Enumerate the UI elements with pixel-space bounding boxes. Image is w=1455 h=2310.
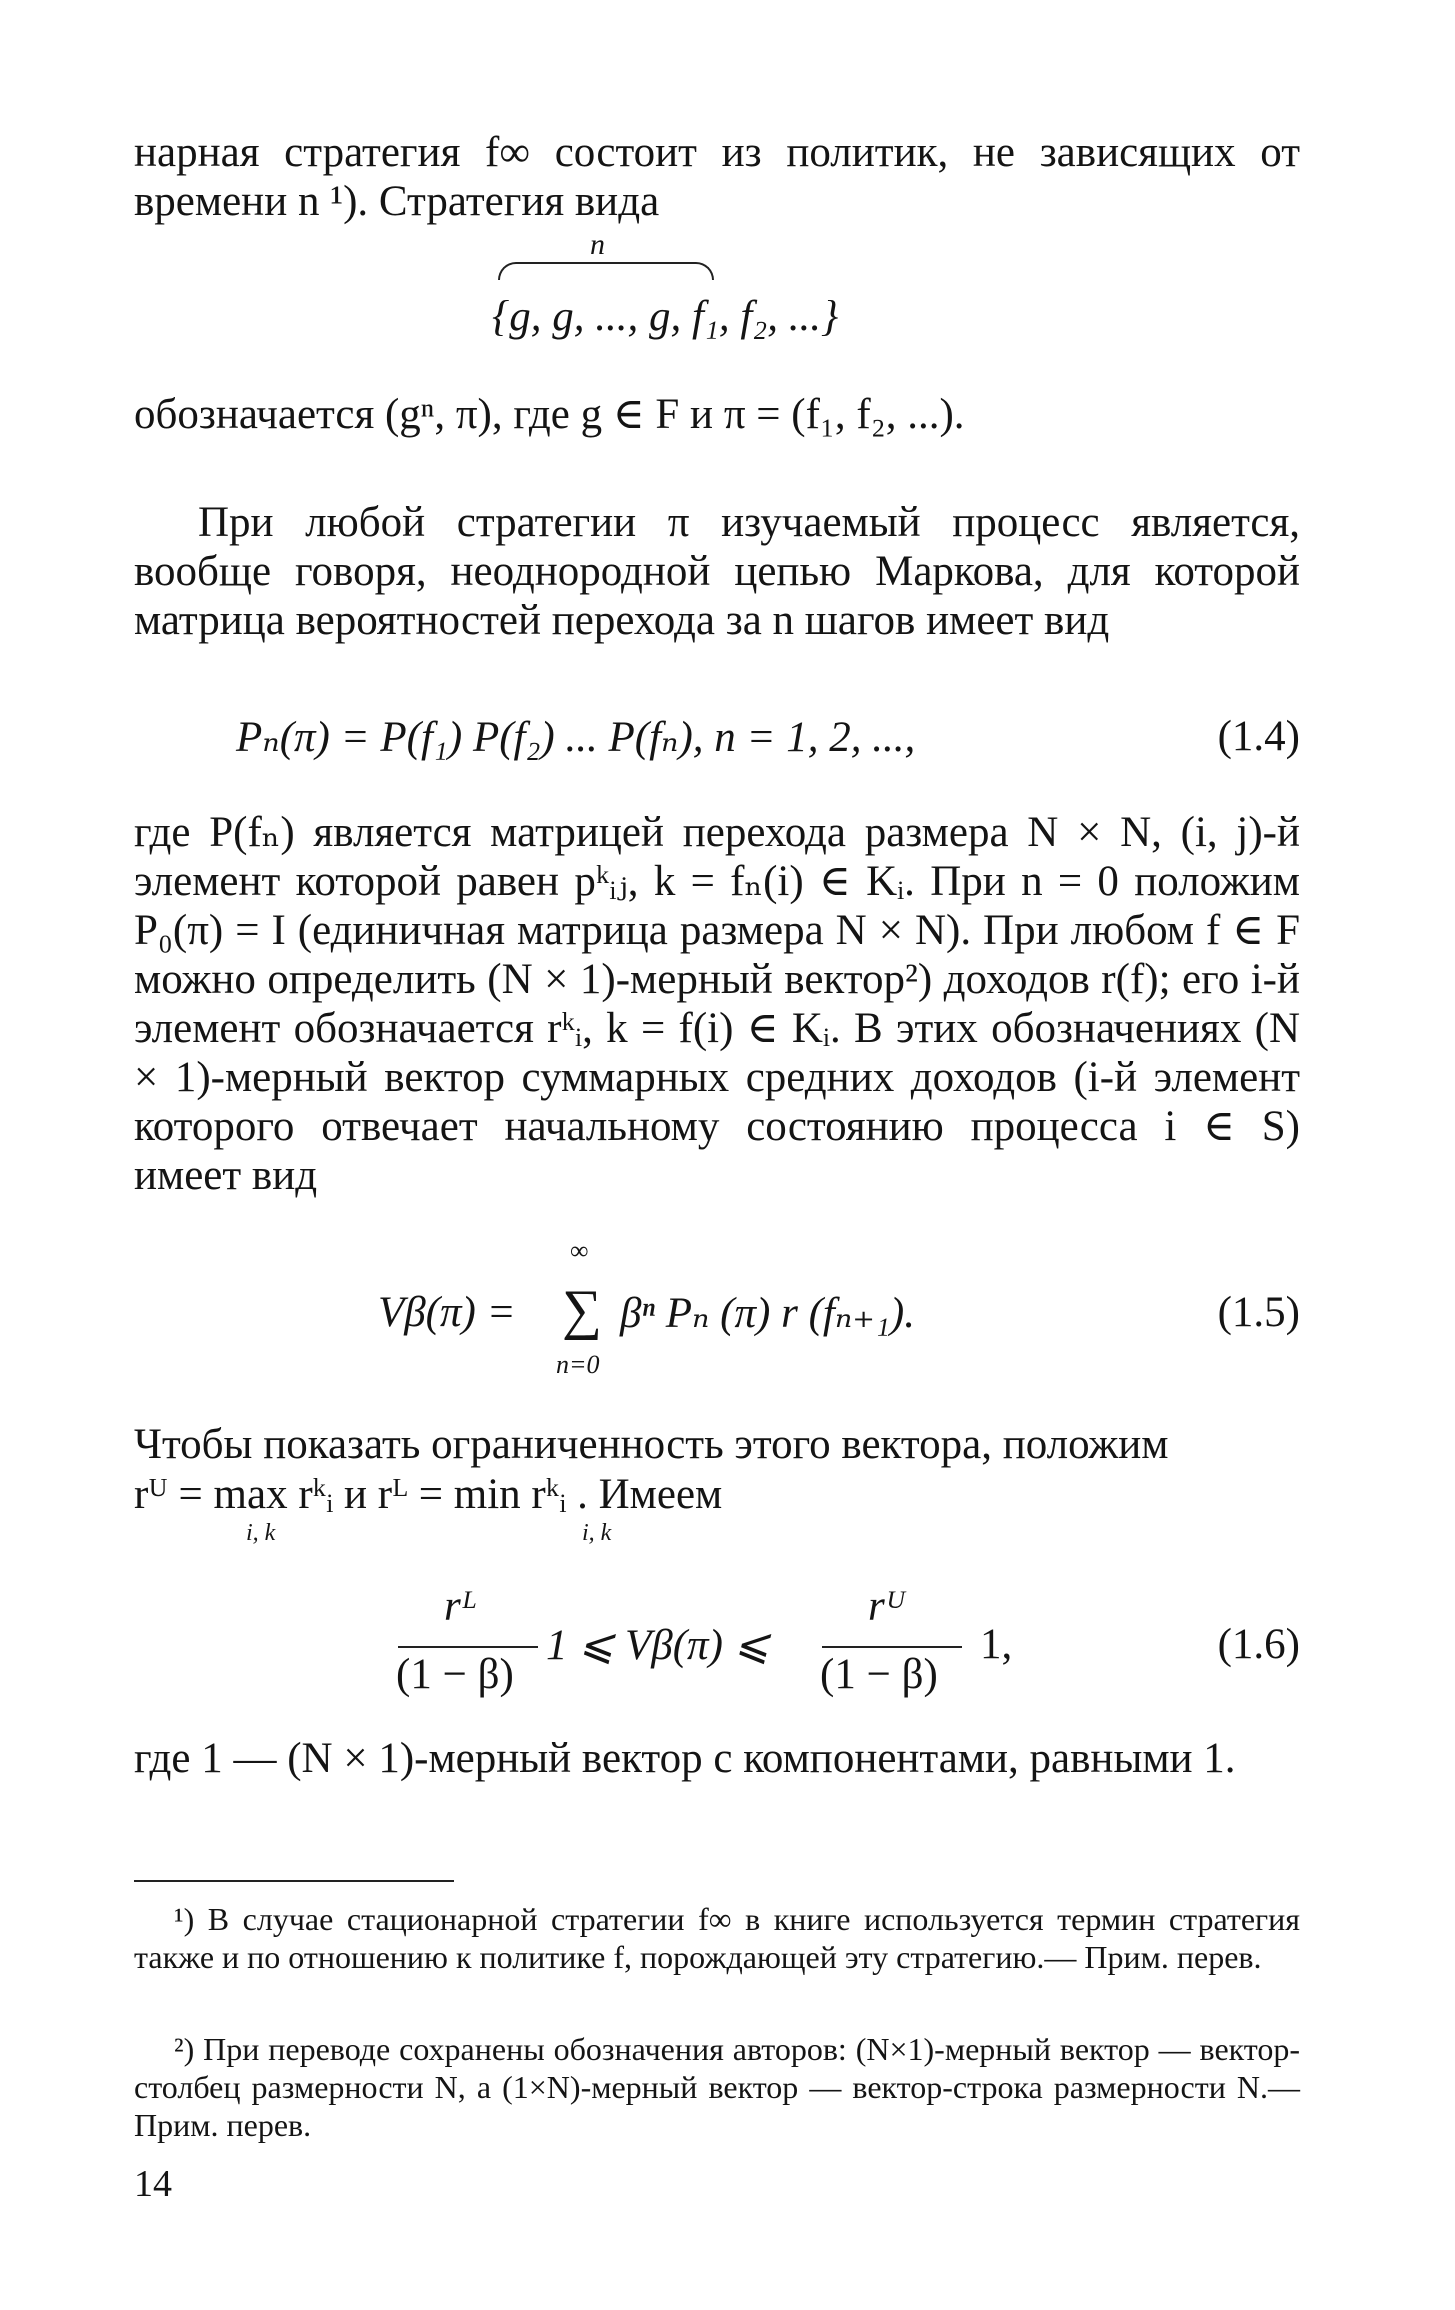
footnote-separator <box>134 1880 454 1882</box>
sum-sign: ∑ <box>562 1279 602 1341</box>
fraction-2-bar <box>822 1646 962 1648</box>
equation-1-6-end: 1, <box>980 1621 1013 1668</box>
overbrace <box>498 262 714 280</box>
paragraph-denote: обозначается (gⁿ, π), где g ∈ F и π = (f₁, f₂, ...). <box>134 391 965 438</box>
paragraph-bounded-line-2: rᵁ = max rᵏᵢ и rᴸ = min rᵏᵢ . Имеем <box>134 1471 723 1518</box>
equation-sequence: {g, g, ..., g, f₁, f₂, ...} <box>492 293 839 340</box>
page-number: 14 <box>134 2163 172 2205</box>
paragraph-bounded-line-1: Чтобы показать ограниченность этого вектора, положим <box>134 1421 1169 1468</box>
equation-1-5-lhs: Vβ(π) = <box>378 1289 516 1336</box>
footnote-1: ¹) В случае стационарной стратегии f∞ в книге используется термин стратегия также и по отношению к политике f, порождающей эту стратегию.— Прим. перев. <box>134 1901 1300 1975</box>
max-subscript: i, k <box>246 1520 276 1546</box>
fraction-1-numerator: rᴸ <box>444 1583 478 1630</box>
fraction-2-numerator: rᵁ <box>868 1583 907 1630</box>
equation-1-6-middle: 1 ⩽ Vβ(π) ⩽ <box>546 1622 770 1669</box>
equation-number-1-6: (1.6) <box>1217 1621 1300 1668</box>
sum-lower-limit: n=0 <box>556 1350 600 1379</box>
equation-1-5-rhs: βⁿ Pₙ (π) r (fₙ₊₁). <box>620 1290 915 1337</box>
paragraph-intro: нарная стратегия f∞ состоит из политик, не зависящих от времени n ¹). Стратегия вида <box>134 129 1300 225</box>
fraction-2-denominator: (1 − β) <box>820 1651 938 1698</box>
sum-upper-limit: ∞ <box>570 1236 589 1265</box>
footnote-2: ²) При переводе сохранены обозначения авторов: (N×1)-мерный вектор — вектор-столбец размерности N, а (1×N)-мерный вектор — вектор-строка размерности N.— Прим. перев. <box>134 2031 1300 2143</box>
paragraph-ones: где 1 — (N × 1)-мерный вектор с компонентами, равными 1. <box>134 1735 1236 1782</box>
paragraph-where: где P(fₙ) является матрицей перехода размера N × N, (i, j)-й элемент которой равен pᵏᵢⱼ, k = fₙ(i) ∈ Kᵢ. При n = 0 положим P₀(π) = I (единичная матрица размера N × N). При любом f ∈ F можно определить (N × 1)-мерный вектор²) доходов r(f); его i-й элемент обозначается rᵏᵢ, k = f(i) ∈ Kᵢ. В этих обозначениях (N × 1)-мерный вектор суммарных средних доходов (i-й элемент которого отвечает начальному состоянию процесса i ∈ S) имеет вид <box>134 809 1300 1199</box>
equation-1-4: Pₙ(π) = P(f₁) P(f₂) ... P(fₙ), n = 1, 2, ..., <box>236 714 916 761</box>
equation-number-1-5: (1.5) <box>1217 1289 1300 1336</box>
fraction-1-denominator: (1 − β) <box>396 1651 514 1698</box>
equation-brace-label: n <box>590 228 605 261</box>
min-subscript: i, k <box>582 1520 612 1546</box>
fraction-1-bar <box>398 1646 538 1648</box>
paragraph-markov: При любой стратегии π изучаемый процесс является, вообще говоря, неоднородной цепью Маркова, для которой матрица вероятностей перехода за n шагов имеет вид <box>134 499 1300 644</box>
equation-number-1-4: (1.4) <box>1217 713 1300 760</box>
